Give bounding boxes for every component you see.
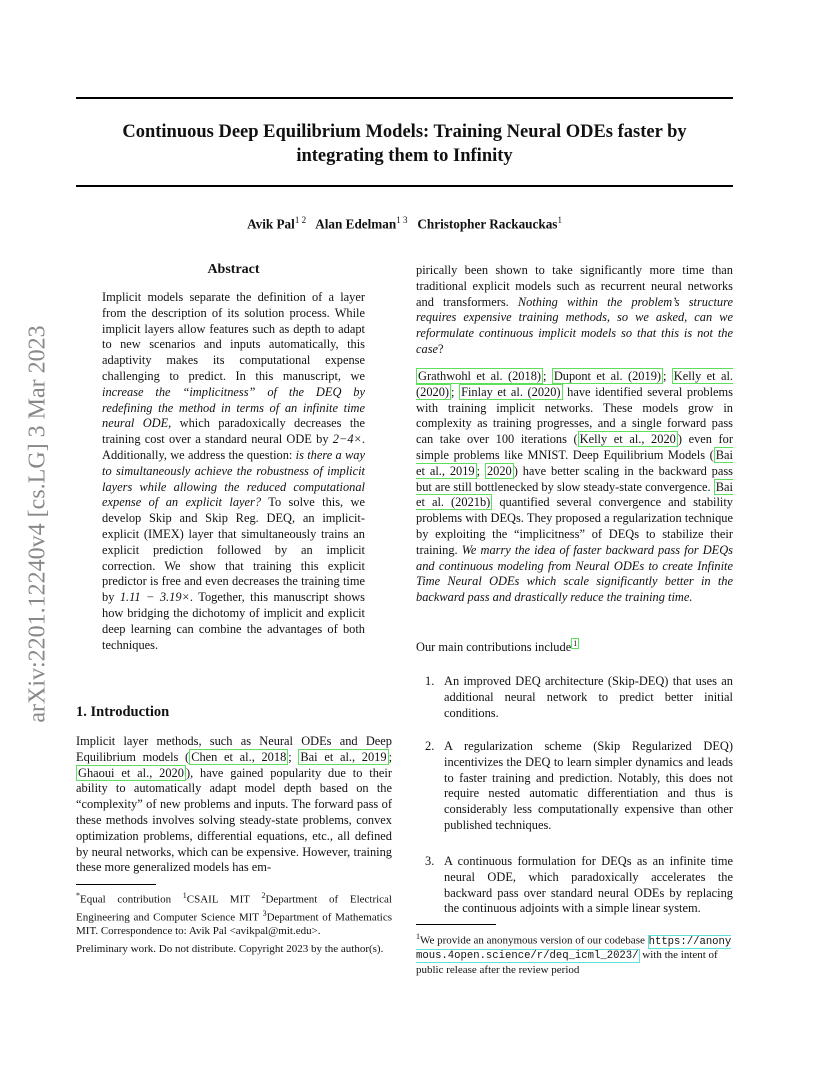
author-affiliation: 1: [557, 215, 562, 225]
body-text: pirically been shown to take significantly more time than traditional explicit models such as recurrent neural networks and transformers.: [416, 263, 733, 309]
author-affiliation: 1 2: [294, 215, 307, 225]
citation-link[interactable]: Grathwohl et al. (2018): [418, 369, 542, 383]
footnote-rule: [416, 924, 496, 925]
list-text: An improved DEQ architecture (Skip-DEQ) that uses an additional neural network to predict better initial conditions.: [444, 674, 733, 720]
citation-link[interactable]: Dupont et al. (2019): [553, 369, 662, 383]
title-bottom-rule: [76, 185, 733, 187]
citation-link[interactable]: Chen et al., 2018: [191, 749, 287, 764]
footnote-text: Equal contribution: [80, 893, 183, 906]
list-item: [420, 739, 733, 834]
body-text: ?: [438, 341, 444, 356]
list-number: 2.: [425, 739, 435, 753]
footnote-rule: [76, 884, 156, 885]
abstract-text: Implicit models separate the definition of a layer from the description of its solution process. While implicit layers allow features such as depth to adapt to new scenarios and inputs automatically, this adaptivity makes its computational expense challenging to predict. In this manuscript, we: [102, 290, 365, 383]
list-number: 1.: [425, 674, 435, 688]
abstract-body: [102, 290, 365, 653]
intro-text: ;: [288, 749, 299, 764]
body-text: ) have better scaling in the backward pass but are still bottlenecked by slow steady-state convergence.: [416, 463, 733, 494]
body-italic: Nothing within the problem’s structure requires expensive training methods, so we asked, can we reformulate continuous implicit models so that this is not the case: [416, 294, 733, 356]
top-rule: [76, 97, 733, 99]
right-paragraph-2: Grathwohl et al. (2018) ; Dupont et al. (2019) ; Kelly et al. (2020) ; Finlay et al. (2020) have identified several problems with training implicit networks. These models grow in complexity as training progresses, and a single forward pass can take over 100 iterations ( Kelly et al., 2020 ) even for simple problems like MNIST. Deep Equilibrium Models ( Bai et al., 2019 ; 2020 ) have better scaling in the backward pass but are still bottlenecked by slow steady-state convergence. Bai et al. (2021b) quantified several convergence and stability problems with DEQs. They proposed a regularization technique by exploiting the “implicitness” of DEQs to stabilize their training. We marry the idea of faster backward pass for DEQs and continuous modeling from Neural ODEs to create Infinite Time Neural ODEs which scale significantly better in the backward pass and drastically reduce the training time.: [416, 369, 734, 605]
intro-paragraph: [76, 734, 392, 876]
list-text: A continuous formulation for DEQs as an infinite time neural ODE, which paradoxically accelerates the backward pass over standard neural ODEs by replacing the continuous adjoints with a simple linear system.: [444, 854, 733, 916]
abstract-italic: increase the “implicitness” of the DEQ by redefining the method in terms of an infinite time neural ODE: [102, 384, 365, 431]
title-line-2: integrating them to Infinity: [296, 146, 513, 166]
list-text: A regularization scheme (Skip Regularized DEQ) incentivizes the DEQ to learn simpler dynamics and leads to faster training and prediction. Notably, this does not require nested automatic differentiation and thus is considerably less computationally expensive than other published techniques.: [444, 739, 733, 832]
citation-link[interactable]: Bai et al., 2019: [416, 447, 733, 478]
author-name: Alan Edelman: [315, 216, 397, 232]
body-italic: We marry the idea of faster backward pass for DEQs and continuous modeling from Neural ODEs to create Infinite Time Neural ODEs which scale significantly better in the backward pass and drastically reduce the training time.: [416, 542, 733, 605]
title-line-1: Continuous Deep Equilibrium Models: Training Neural ODEs faster by: [122, 122, 687, 142]
abstract-text: To solve this, we develop Skip and Skip Reg. DEQ, an implicit-explicit (IMEX) layer that simultaneously trains an explicit prediction followed by an implicit correction. We show that training this explicit predictor is free and even decreases the training time by: [102, 495, 366, 605]
citation-link[interactable]: Kelly et al. (2020): [416, 369, 733, 399]
abstract-heading: Abstract: [207, 262, 260, 277]
intro-text: ;: [388, 749, 393, 764]
intro-text: Implicit layer methods, such as Neural ODEs and Deep Equilibrium models (: [76, 734, 392, 764]
list-item: [420, 854, 733, 917]
list-item: [420, 674, 733, 721]
citation-link[interactable]: Finlay et al. (2020): [461, 384, 561, 399]
arxiv-stamp-text: arXiv:2201.12240v4 [cs.LG] 3 Mar 2023: [24, 325, 51, 723]
author-list: [76, 215, 733, 232]
section-heading-introduction: 1. Introduction: [76, 704, 170, 720]
footnote-text: Department of Electrical Engineering and Computer Science MIT: [76, 893, 392, 924]
author-name: Avik Pal: [247, 216, 295, 232]
footnote-text: Department of Mathematics MIT. Correspondence to: Avik Pal <avikpal@mit.edu>.: [76, 911, 392, 938]
footnote-text: CSAIL MIT: [186, 893, 262, 906]
body-text: have identified several problems with training implicit networks. These models grow in complexity as training progresses, and a single forward pass can take over 100 iterations (: [416, 384, 733, 447]
contributions-lead: [416, 636, 733, 656]
abstract-math: 1.11 − 3.19×: [119, 590, 190, 605]
abstract-math: 2−4×: [332, 432, 362, 447]
body-text: Our main contributions include: [416, 640, 572, 655]
citation-link[interactable]: Bai et al. (2021b): [416, 479, 733, 510]
abstract-text: . Together, this manuscript shows how bridging the dichotomy of implicit and explicit deep learning can combine the advantages of both techniques.: [102, 590, 365, 652]
author-affiliation: 1 3: [396, 215, 408, 225]
footnote-text: with the intent of public release after the review period: [416, 949, 718, 976]
list-number: 3.: [425, 854, 435, 868]
intro-text: ), have gained popularity due to their ability to automatically adapt model depth based on the “complexity” of new problems and inputs. The forward pass of these methods involves solving steady-state problems, convex optimization problems, differential equations, etc., all defined by neural networks, which can be expensive. However, training these more generalized models has em-: [76, 765, 392, 875]
codebase-footnote: $^1$We provide an anonymous version of our codebase https://anonymous.4open.science/r/deq_icml_2023/ with the intent of public release after the review period: [416, 932, 732, 976]
affiliation-footnote: *Equal contribution $^1$CSAIL MIT $^2$Department of Electrical Engineering and Computer Science MIT $^3$Department of Mathematics MIT. Correspondence to: Avik Pal <avikpal@mit.edu>.: [76, 891, 392, 938]
copyright-notice: Preliminary work. Do not distribute. Copyright 2023 by the author(s).: [76, 943, 384, 955]
codebase-url-link[interactable]: https://anonymous.4open.science/r/deq_icml_2023/: [416, 935, 732, 963]
footnote-text: We provide an anonymous version of our codebase: [420, 934, 648, 947]
abstract-text: . Additionally, we address the question:: [102, 432, 365, 462]
author-name: Christopher Rackauckas: [417, 216, 558, 232]
body-text: ) even for simple problems like MNIST. Deep Equilibrium Models (: [416, 432, 733, 462]
footnote-link[interactable]: 1: [573, 639, 578, 648]
abstract-text: , which paradoxically decreases the training cost over a standard neural ODE by: [102, 416, 365, 447]
arxiv-stamp: [18, 284, 58, 764]
citation-link[interactable]: 2020: [486, 463, 512, 478]
right-paragraph-1: [416, 263, 733, 358]
paper-title: [76, 120, 733, 168]
citation-link[interactable]: Kelly et al., 2020: [579, 432, 676, 447]
abstract-italic: is there a way to simultaneously achieve the robustness of implicit layers while allowing the reduced computational expense of an explicit layer?: [102, 447, 365, 510]
body-text: quantified several convergence and stability problems with DEQs. They proposed a regularization technique by exploiting the “implicitness” of DEQs to stabilize their training.: [416, 495, 734, 557]
citation-link[interactable]: Bai et al., 2019: [300, 749, 387, 764]
citation-link[interactable]: Ghaoui et al., 2020: [78, 765, 184, 780]
